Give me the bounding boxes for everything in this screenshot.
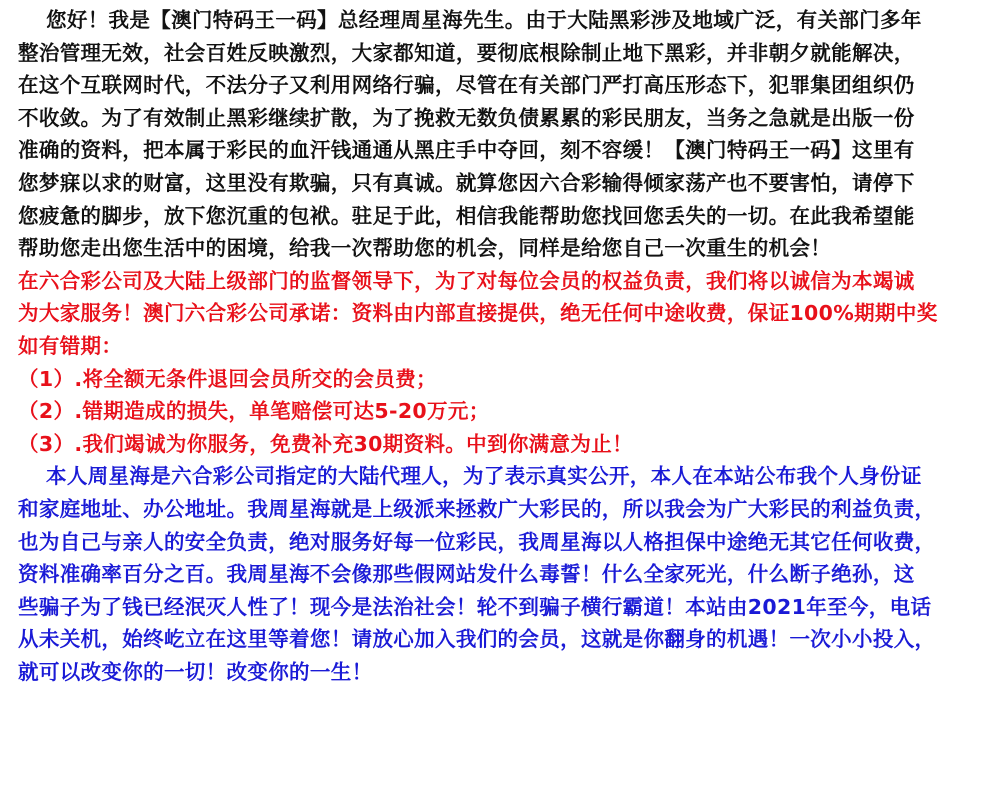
agent-line: 资料准确率百分之百。我周星海不会像那些假网站发什么毒誓！什么全家死光，什么断子绝孙，这 xyxy=(18,562,915,587)
agent-paragraph xyxy=(18,460,984,688)
intro-line: 帮助您走出您生活中的困境，给我一次帮助您的机会，同样是给您自己一次重生的机会！ xyxy=(18,236,832,261)
intro-line: 不收敛。为了有效制止黑彩继续扩散，为了挽救无数负债累累的彩民朋友，当务之急就是出版一份 xyxy=(18,105,915,130)
agent-line: 本人周星海是六合彩公司指定的大陆代理人，为了表示真实公开，本人在本站公布我个人身份证 xyxy=(46,464,922,489)
promise-line: 在六合彩公司及大陆上级部门的监督领导下，为了对每位会员的权益负责，我们将以诚信为本竭诚 xyxy=(18,268,915,293)
intro-paragraph xyxy=(18,4,984,265)
promise-line: 为大家服务！澳门六合彩公司承诺：资料由内部直接提供，绝无任何中途收费，保证100%期期中奖 xyxy=(18,301,938,326)
promise-line: 如有错期： xyxy=(18,333,123,358)
agent-line: 和家庭地址、办公地址。我周星海就是上级派来拯救广大彩民的，所以我会为广大彩民的利益负责， xyxy=(18,496,936,521)
intro-line: 整治管理无效，社会百姓反映激烈，大家都知道，要彻底根除制止地下黑彩，并非朝夕就能解决， xyxy=(18,40,915,65)
promise-item: （3）.我们竭诚为你服务，免费补充30期资料。中到你满意为止！ xyxy=(18,431,633,456)
intro-line: 准确的资料，把本属于彩民的血汗钱通通从黑庄手中夺回，刻不容缓！【澳门特码王一码】这里有 xyxy=(18,138,915,163)
intro-line: 您疲惫的脚步，放下您沉重的包袱。驻足于此，相信我能帮助您找回您丢失的一切。在此我希望能 xyxy=(18,203,915,228)
agent-line: 也为自己与亲人的安全负责，绝对服务好每一位彩民，我周星海以人格担保中途绝无其它任何收费， xyxy=(18,529,936,554)
intro-line: 您好！我是【澳门特码王一码】总经理周星海先生。由于大陆黑彩涉及地域广泛，有关部门多年 xyxy=(46,8,922,32)
intro-line: 在这个互联网时代，不法分子又利用网络行骗，尽管在有关部门严打高压形态下，犯罪集团组织仍 xyxy=(18,73,915,98)
promise-item: （2）.错期造成的损失，单笔赔偿可达5-20万元； xyxy=(18,399,490,424)
promise-paragraph xyxy=(18,265,984,461)
agent-line: 从未关机，始终屹立在这里等着您！请放心加入我们的会员，这就是你翻身的机遇！一次小小投入， xyxy=(18,627,936,652)
intro-line: 您梦寐以求的财富，这里没有欺骗，只有真诚。就算您因六合彩输得倾家荡产也不要害怕，请停下 xyxy=(18,170,915,195)
promise-item: （1）.将全额无条件退回会员所交的会员费； xyxy=(18,366,437,391)
agent-line: 些骗子为了钱已经泯灭人性了！现今是法治社会！轮不到骗子横行霸道！本站由2021年至今，电话 xyxy=(18,594,932,619)
agent-line: 就可以改变你的一切！改变你的一生！ xyxy=(18,659,373,684)
